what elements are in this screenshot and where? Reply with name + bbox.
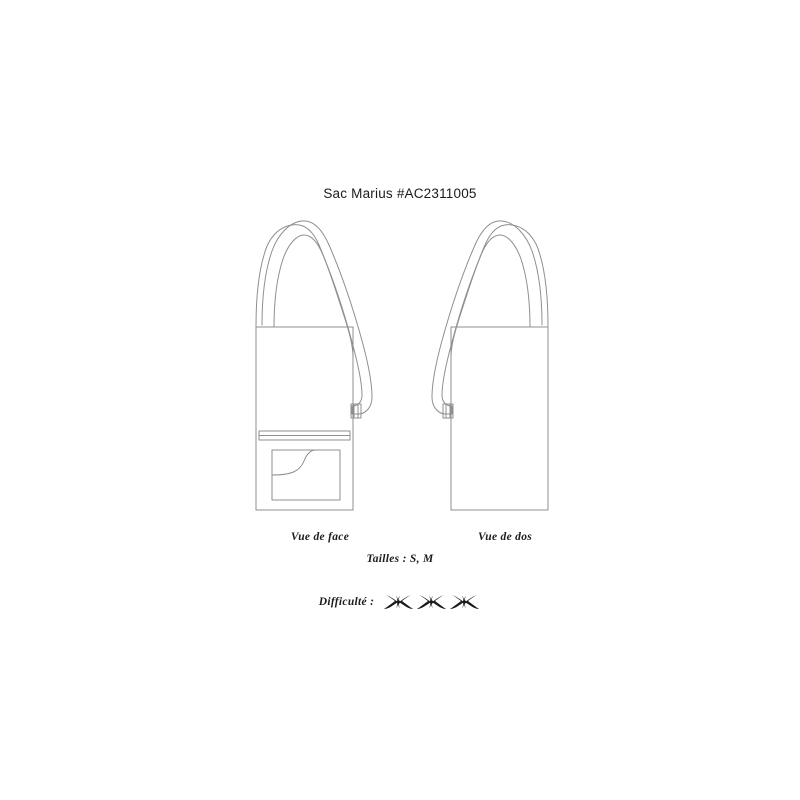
caption-back-view: Vue de dos [477, 531, 533, 543]
difficulty-label: Difficulté : [318, 596, 375, 608]
sizes-label: Tailles : S, M [366, 553, 434, 565]
caption-front-view: Vue de face [290, 531, 350, 543]
difficulty-row [0, 592, 800, 612]
scissors-icon [415, 592, 448, 612]
scissors-icon [382, 592, 415, 612]
difficulty-rating [382, 592, 481, 612]
page-title: Sac Marius #AC2311005 [323, 186, 477, 201]
technical-drawing [0, 205, 800, 535]
front-view-group [256, 221, 372, 510]
scissors-icon [448, 592, 481, 612]
back-view-group [432, 221, 548, 510]
bag-views-svg [0, 205, 800, 535]
